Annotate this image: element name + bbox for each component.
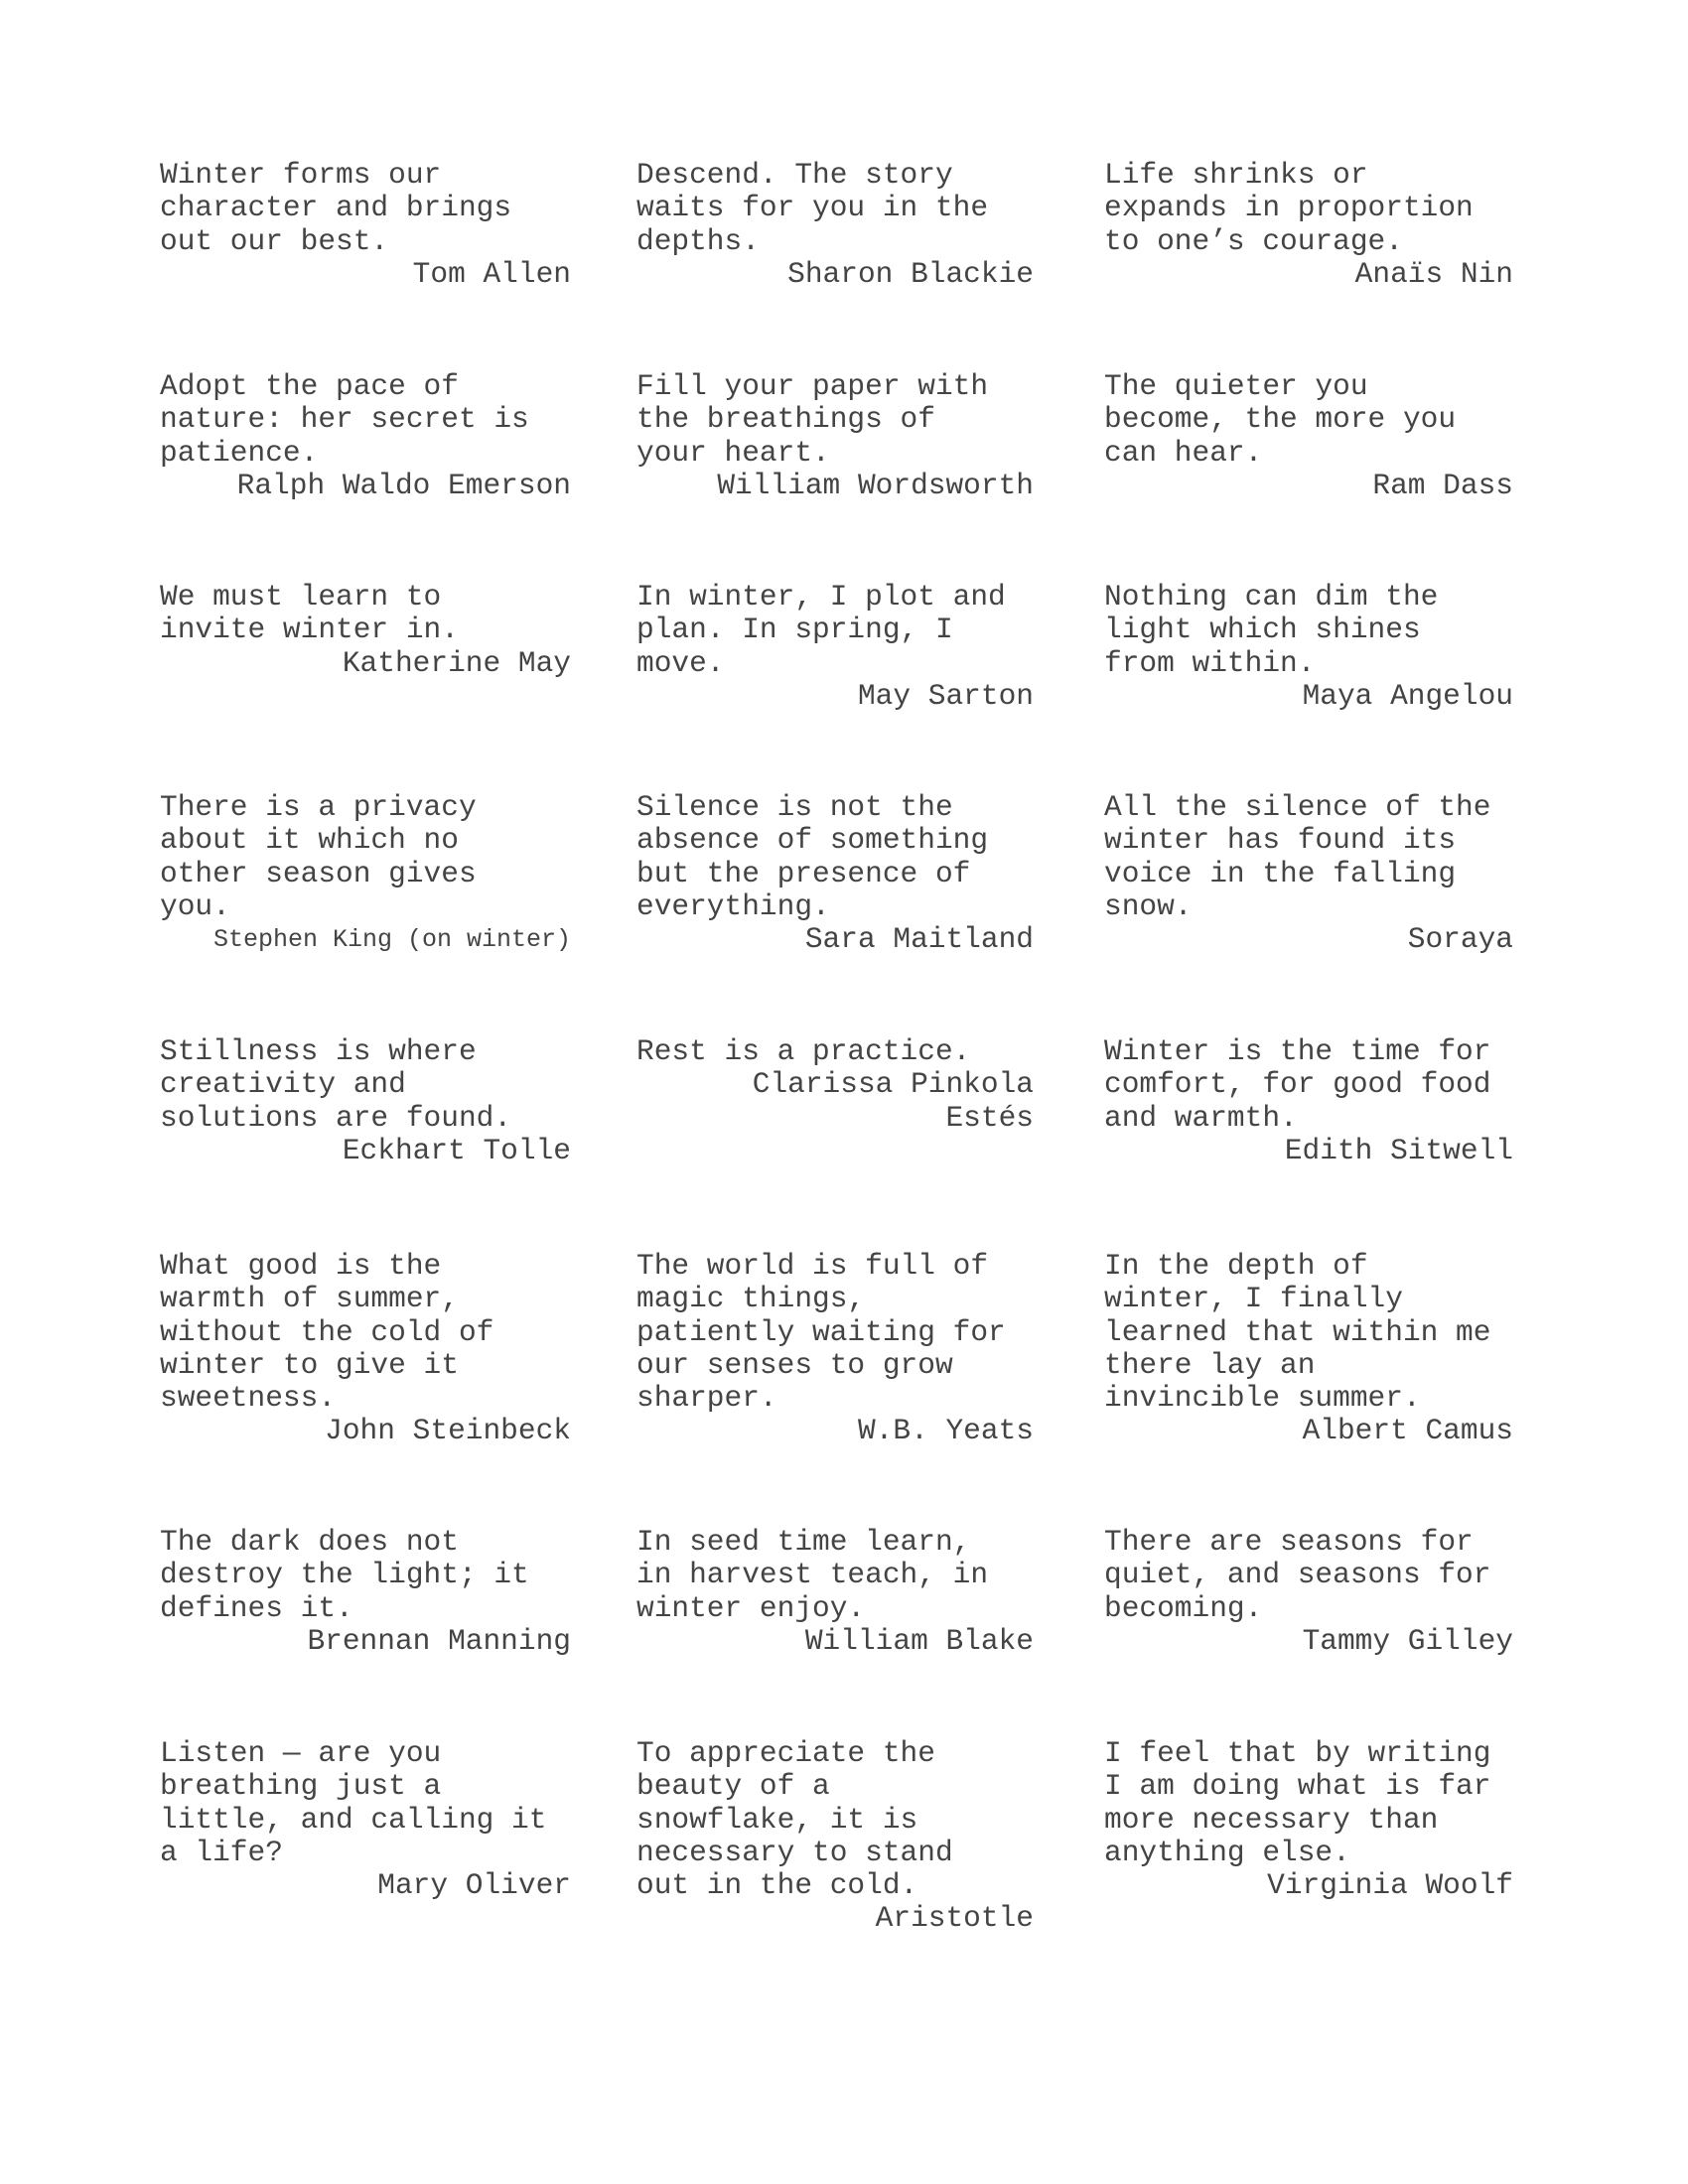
quote-card bbox=[160, 159, 571, 291]
quote-text: In the depth of winter, I finally learned that within me there lay an invincible summer. bbox=[1104, 1249, 1491, 1416]
quote-author: Tom Allen bbox=[412, 256, 571, 291]
quote-author: Sara Maitland bbox=[804, 922, 1034, 957]
quote-card bbox=[160, 1737, 571, 1902]
quote-author: Soraya bbox=[1407, 922, 1513, 957]
quote-text: I feel that by writing I am doing what is far more necessary than anything else. bbox=[1104, 1736, 1491, 1869]
quote-card bbox=[636, 581, 1034, 713]
quote-text: We must learn to invite winter in. bbox=[160, 580, 459, 647]
quote-card bbox=[1104, 791, 1513, 956]
quote-text: All the silence of the winter has found its voice in the falling snow. bbox=[1104, 790, 1491, 923]
quote-text: Nothing can dim the light which shines from within. bbox=[1104, 580, 1439, 680]
quote-card bbox=[636, 791, 1034, 956]
quote-text: Fill your paper with the breathings of your heart. bbox=[636, 369, 989, 470]
quote-card bbox=[636, 1035, 1034, 1135]
quote-card bbox=[1104, 1035, 1513, 1167]
quote-author: Virginia Woolf bbox=[1267, 1868, 1513, 1903]
quote-text: The dark does not destroy the light; it defines it. bbox=[160, 1525, 529, 1625]
quote-card bbox=[1104, 1250, 1513, 1448]
quote-author: Ralph Waldo Emerson bbox=[236, 468, 571, 502]
quote-author: Anaïs Nin bbox=[1354, 256, 1513, 291]
quote-author: Katherine May bbox=[342, 645, 571, 680]
quote-author: William Blake bbox=[804, 1623, 1034, 1658]
quote-card bbox=[1104, 1737, 1513, 1902]
quote-text: Rest is a practice. bbox=[636, 1034, 971, 1068]
quote-text: Adopt the pace of nature: her secret is patience. bbox=[160, 369, 529, 470]
quote-text: In seed time learn, in harvest teach, in winter enjoy. bbox=[636, 1525, 989, 1625]
quote-text: To appreciate the beauty of a snowflake, it is necessary to stand out in the cold. bbox=[636, 1736, 953, 1903]
quote-author: Sharon Blackie bbox=[787, 256, 1034, 291]
quote-text: The quieter you become, the more you can hear. bbox=[1104, 369, 1457, 470]
quote-author: Clarissa Pinkola Estés bbox=[752, 1067, 1034, 1135]
quote-text: Listen — are you breathing just a little, and calling it a life? bbox=[160, 1736, 547, 1869]
quote-card bbox=[1104, 159, 1513, 291]
quote-author: W.B. Yeats bbox=[857, 1414, 1034, 1448]
quote-card bbox=[636, 1250, 1034, 1448]
quote-card bbox=[1104, 370, 1513, 502]
quote-card bbox=[636, 1526, 1034, 1658]
quote-author: Edith Sitwell bbox=[1284, 1133, 1513, 1167]
quote-card bbox=[1104, 581, 1513, 713]
quote-author: May Sarton bbox=[857, 678, 1034, 713]
quote-text: Winter forms our character and brings out our best. bbox=[160, 158, 512, 258]
quote-author: Tammy Gilley bbox=[1302, 1623, 1513, 1658]
quote-text: What good is the warmth of summer, without the cold of winter to give it sweetness. bbox=[160, 1249, 494, 1416]
quote-author: Eckhart Tolle bbox=[342, 1133, 571, 1167]
quote-author: Aristotle bbox=[875, 1901, 1034, 1936]
quote-card bbox=[160, 1035, 571, 1167]
quote-author: John Steinbeck bbox=[325, 1414, 571, 1448]
quote-text: Silence is not the absence of something but the presence of everything. bbox=[636, 790, 989, 923]
quote-card bbox=[1104, 1526, 1513, 1658]
quote-author: Brennan Manning bbox=[307, 1623, 571, 1658]
quote-text: There is a privacy about it which no other season gives you. bbox=[160, 790, 477, 923]
quote-card bbox=[636, 370, 1034, 502]
quote-text: Life shrinks or expands in proportion to one’s courage. bbox=[1104, 158, 1474, 258]
quote-card bbox=[160, 791, 571, 956]
quote-text: In winter, I plot and plan. In spring, I move. bbox=[636, 580, 1006, 680]
quote-text: The world is full of magic things, patiently waiting for our senses to grow sharper. bbox=[636, 1249, 1006, 1416]
quote-card bbox=[160, 370, 571, 502]
quote-author: Mary Oliver bbox=[377, 1868, 571, 1903]
quote-author: Albert Camus bbox=[1302, 1414, 1513, 1448]
quote-text: Winter is the time for comfort, for good food and warmth. bbox=[1104, 1034, 1491, 1135]
quote-card bbox=[160, 581, 571, 680]
quote-author: William Wordsworth bbox=[717, 468, 1034, 502]
quote-card bbox=[636, 159, 1034, 291]
quote-author: Stephen King (on winter) bbox=[212, 925, 571, 955]
quote-card bbox=[160, 1526, 571, 1658]
quote-text: Descend. The story waits for you in the depths. bbox=[636, 158, 989, 258]
quote-text: There are seasons for quiet, and seasons for becoming. bbox=[1104, 1525, 1491, 1625]
quote-card bbox=[636, 1737, 1034, 1936]
quote-author: Maya Angelou bbox=[1302, 678, 1513, 713]
quote-text: Stillness is where creativity and solutions are found. bbox=[160, 1034, 512, 1135]
quote-author: Ram Dass bbox=[1372, 468, 1513, 502]
quote-card bbox=[160, 1250, 571, 1448]
